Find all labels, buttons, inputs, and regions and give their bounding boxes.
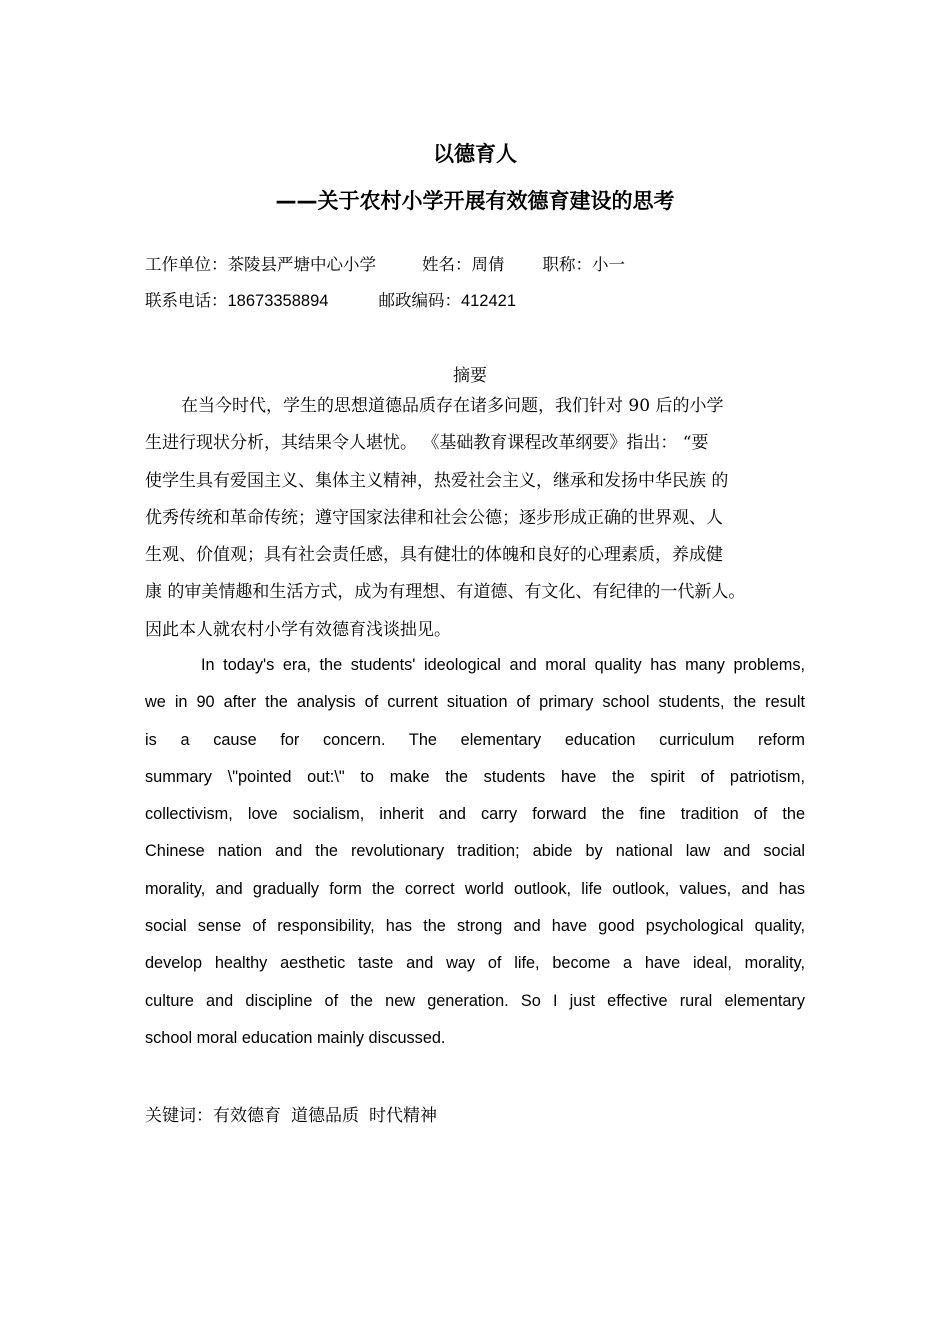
name-value: 周倩: [471, 255, 505, 274]
abstract-en-line: Chinese nation and the revolutionary tradition; abide by national law and social: [145, 842, 805, 861]
name-field: [422, 251, 505, 275]
phone-value: 18673358894: [227, 292, 329, 310]
abstract-en-line: develop healthy aesthetic taste and way of life, become a have ideal, morality,: [145, 954, 805, 973]
postcode-label: 邮政编码：: [378, 291, 461, 310]
keywords-line: [145, 1101, 437, 1126]
abstract-cn-line: 康 的审美情趣和生活方式，成为有理想、有道德、有文化、有纪律的一代新人。: [145, 582, 746, 603]
keyword-item: 时代精神: [369, 1106, 437, 1126]
rank-label: 职称：: [542, 255, 592, 274]
abstract-en-line: morality, and gradually form the correct world outlook, life outlook, values, and has: [145, 879, 805, 898]
abstract-english: [145, 647, 805, 1057]
phone-label: 联系电话：: [145, 291, 228, 310]
keyword-item: 道德品质: [291, 1106, 359, 1126]
abstract-cn-line: 优秀传统和革命传统；遵守国家法律和社会公德；逐步形成正确的世界观、人: [145, 507, 723, 528]
unit-value: 茶陵县严塘中心小学: [227, 255, 376, 274]
abstract-en-line: school moral education mainly discussed.: [145, 1028, 446, 1047]
document-title: 以德育人: [433, 142, 517, 166]
unit-label: 工作单位：: [145, 255, 228, 274]
abstract-heading: 摘要: [453, 366, 487, 386]
keywords-label: 关键词：: [145, 1106, 213, 1126]
author-info-line-2: [145, 287, 516, 311]
author-info-line-1: [145, 251, 625, 275]
abstract-chinese: [145, 388, 825, 649]
rank-value: 小一: [592, 255, 625, 274]
abstract-en-line: summary \"pointed out:\" to make the students have the spirit of patriotism,: [145, 767, 805, 786]
abstract-en-line: social sense of responsibility, has the strong and have good psychological quality,: [145, 917, 805, 936]
phone-field: [145, 287, 328, 311]
abstract-en-line: culture and discipline of the new generation. So I just effective rural elementary: [145, 991, 805, 1010]
postcode-field: [378, 287, 516, 311]
name-label: 姓名：: [422, 255, 472, 274]
abstract-cn-line: 使学生具有爱国主义、集体主义精神，热爱社会主义，继承和发扬中华民族 的: [145, 470, 729, 491]
unit-field: [145, 251, 376, 275]
postcode-value: 412421: [460, 292, 517, 310]
abstract-en-line: In today's era, the students' ideological and moral quality has many problems,: [201, 656, 805, 674]
document-subtitle: ——关于农村小学开展有效德育建设的思考: [275, 189, 675, 213]
abstract-cn-line: 生进行现状分析，其结果令人堪忧。 《基础教育课程改革纲要》指出： “要: [145, 433, 709, 454]
abstract-cn-line: 因此本人就农村小学有效德育浅谈拙见。: [145, 619, 451, 640]
abstract-cn-line: 在当今时代，学生的思想道德品质存在诸多问题，我们针对 90 后的小学: [181, 396, 724, 416]
abstract-en-line: collectivism, love socialism, inherit and carry forward the fine tradition of the: [145, 805, 805, 824]
abstract-cn-line: 生观、价值观；具有社会责任感，具有健壮的体魄和良好的心理素质，养成健: [145, 545, 723, 566]
abstract-en-line: we in 90 after the analysis of current situation of primary school students, the result: [145, 693, 805, 712]
rank-field: [543, 251, 626, 275]
abstract-en-line: is a cause for concern. The elementary education curriculum reform: [145, 730, 805, 749]
keyword-item: 有效德育: [213, 1106, 281, 1126]
